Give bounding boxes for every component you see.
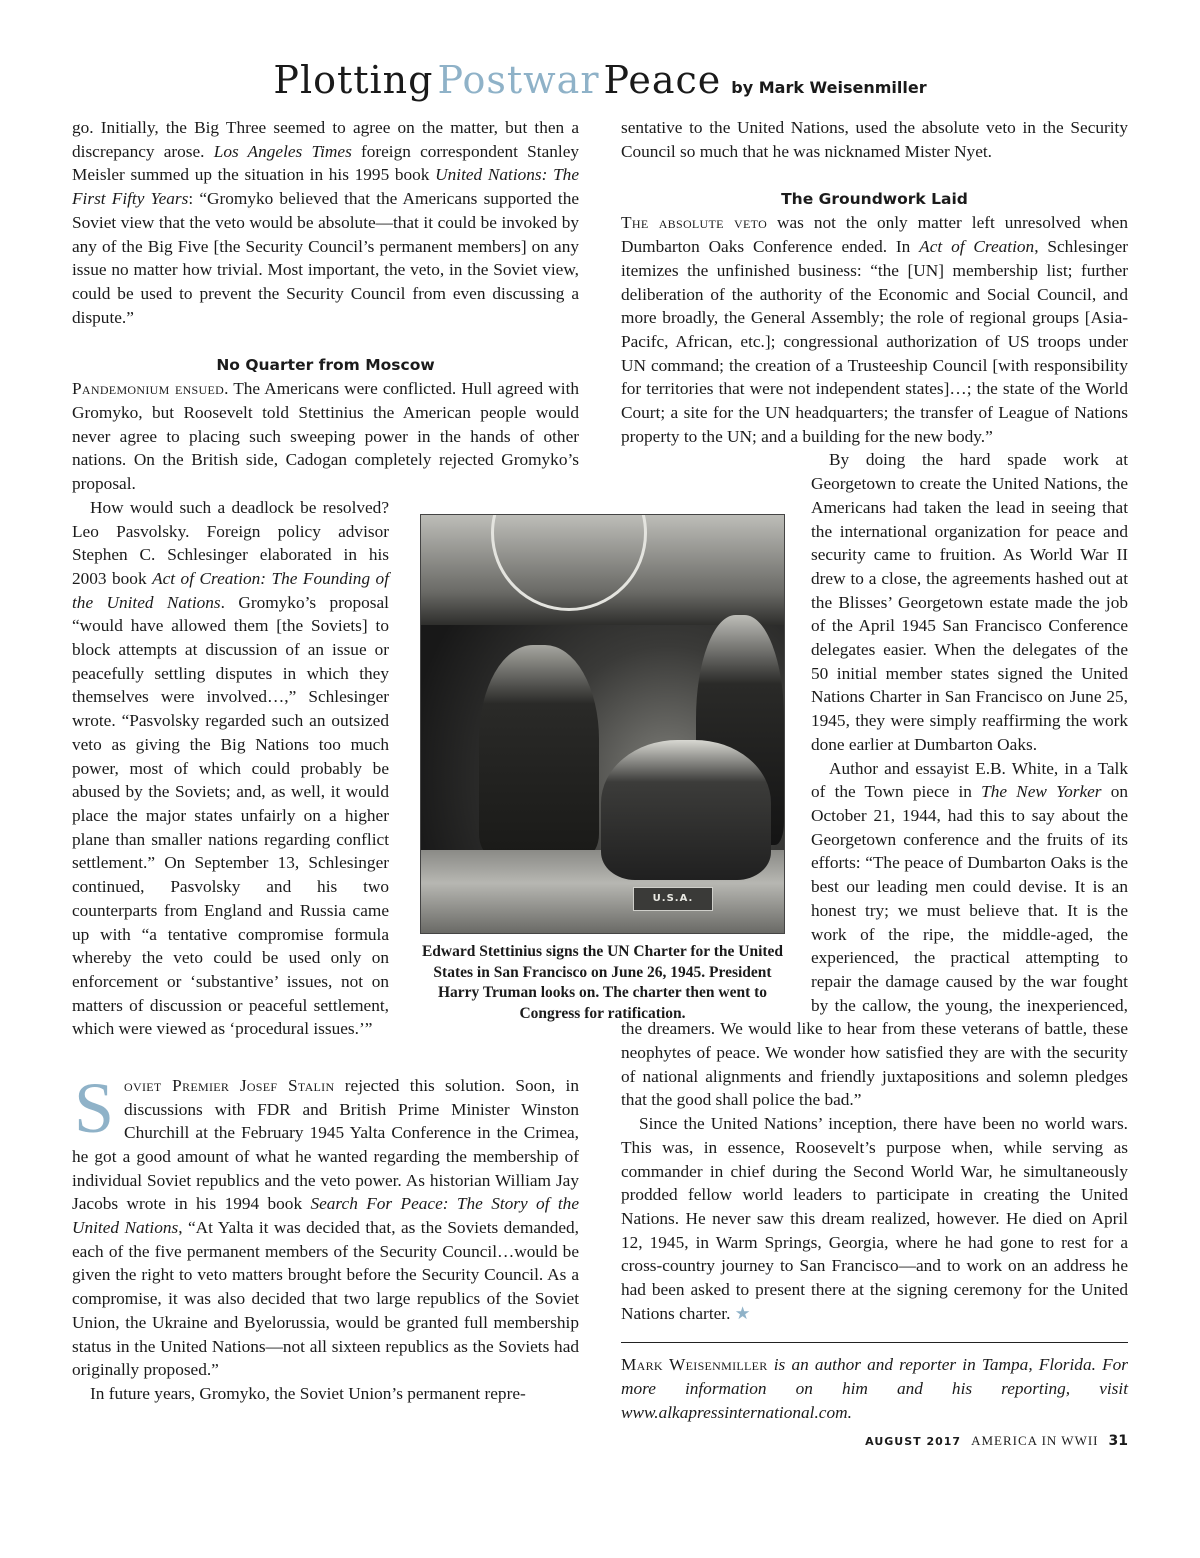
left-paragraph-1: go. Initially, the Big Three seemed to agree on the matter, but then a discrepancy arose. Los Angeles Times foreign correspondent Stanley Meisler summed up the situation in his 1995 book United Nations: The First Fifty Years: “Gromyko believed that the Americans supported the Soviet view that the veto would be absolute—that it could be invoked by any of the Big Five [the Security Council’s permanent members] on any issue no matter how trivial. Most important, the veto, in the Soviet view, could be used to prevent the Security Council from even discussing a dispute.”: [72, 118, 580, 327]
author-bio: Mark Weisenmiller is an author and reporter in Tampa, Florida. For more information on him and his reporting, visit www.alkapressinternational.com.: [621, 1355, 1128, 1422]
left-paragraph-5: In future years, Gromyko, the Soviet Union’s permanent repre-: [90, 1383, 526, 1403]
title-word-peace: Peace: [603, 58, 722, 102]
subhead-groundwork: The Groundwork Laid: [781, 190, 968, 209]
left-paragraph-2: Pandemonium ensued. The Americans were conflicted. Hull agreed with Gromyko, but Roosevelt told Stettinius the American people would never agree to placing such sweeping power in the hands of other nations. On the British side, Cadogan completely rejected Gromyko’s proposal.: [72, 379, 580, 494]
bio-divider: [621, 1342, 1128, 1343]
signing-photo: [420, 514, 785, 934]
article-title: [0, 58, 1200, 108]
byline: by Mark Weisenmiller: [731, 78, 927, 97]
title-word-postwar: Postwar: [437, 58, 600, 102]
issue-date: AUGUST 2017: [865, 1435, 962, 1448]
title-word-plotting: Plotting: [273, 58, 434, 102]
usa-placard: U.S.A.: [633, 887, 713, 911]
page-footer: [865, 1432, 1128, 1450]
right-paragraph-3: By doing the hard spade work at Georgetown to create the United Nations, the Americans had taken the lead in seeing that the international organization for peace and security came to fruition. As World War II drew to a close, the agreements hashed out at the Blisses’ Georgetown estate made the job of the April 1945 San Francisco Conference delegates easier. When the delegates of the 50 initial member states signed the United Nations Charter in San Francisco on June 25, 1945, they were simply reaffirming the work done earlier at Dumbarton Oaks.: [621, 448, 1128, 756]
truman-figure: [479, 645, 599, 855]
magazine-name: AMERICA IN WWII: [971, 1433, 1099, 1448]
left-paragraph-4: Soviet Premier Josef Stalin rejected this solution. Soon, in discussions with FDR and British Prime Minister Winston Churchill at the February 1945 Yalta Conference in the Crimea, he got a good amount of what he wanted regarding the membership of individual Soviet republics and the veto power. As historian William Jay Jacobs wrote in his 1994 book Search For Peace: The Story of the United Nations, “At Yalta it was decided that, as the Soviets demanded, each of the five permanent members of the Security Council…would be given the right to veto matters brought before the Security Council. As a compromise, it was also decided that two large republics of the Soviet Union, the Ukraine and Byelorussia, would be granted full membership status in the United Nations—not all sixteen republics as the Soviets had originally proposed.”: [72, 1067, 579, 1380]
right-paragraph-2: The absolute veto was not the only matter left unresolved when Dumbarton Oaks Conference ended. In Act of Creation, Schlesinger itemizes the unfinished business: “the [UN] membership list; further deliberation of the authority of the Economic and Social Council, and more broadly, the General Assembly; the role of regional groups [Asia-Pacifc, African, etc.]; congressional authorization of US troops under UN command; the creation of a Trusteeship Council [with responsibility for territories that were not independent states]…; the state of the World Court; a site for the UN headquarters; the transfer of League of Nations property to the UN; and a building for the new body.”: [621, 213, 1128, 446]
right-paragraph-4: Author and essayist E.B. White, in a Talk of the Town piece in The New Yorker on October 21, 1944, had this to say about the Georgetown conference and the fruits of its efforts: “The peace of Dumbarton Oaks is the best our leading men could devise. It is an honest try; we must believe that. It is the work of the ripe, the middle-aged, the experienced, the practical attempting to repair the damage caused by the war fought by the callow, the young, the inexperienced, the dreamers. We would like to hear from these veterans of battle, these neophytes of peace. We wonder how satisfied they are with the security of national alignments and friendly juxtapositions and solemn pledges that the good shall police the bad.”: [621, 758, 1128, 1110]
right-paragraph-1: sentative to the United Nations, used the absolute veto in the Security Council so much that he was nicknamed Mister Nyet.: [621, 118, 1128, 161]
right-paragraph-5: Since the United Nations’ inception, there have been no world wars. This was, in essence, Roosevelt’s purpose when, while serving as commander in chief during the Second World War, he simultaneously prodded fellow world leaders to participate in creating the United Nations. He never saw this dream realized, however. He died on April 12, 1945, in Warm Springs, Georgia, where he had gone to rest for a cross-country journey to San Francisco—and to work on an address he had been asked to present there at the signing ceremony for the United Nations charter. ★: [621, 1114, 1128, 1323]
page-number: 31: [1108, 1433, 1128, 1449]
photo-caption: Edward Stettinius signs the UN Charter for the United States in San Francisco on June 26, 1945. President Harry Truman looks on. The charter then went to Congress for ratification.: [421, 943, 784, 1022]
stettinius-figure: [601, 740, 771, 880]
subhead-no-quarter: No Quarter from Moscow: [216, 356, 435, 375]
star-icon: ★: [734, 1303, 751, 1323]
photo-block: [420, 514, 785, 1022]
drop-cap: S: [74, 1067, 115, 1148]
left-paragraph-3: How would such a deadlock be resolved? Leo Pasvolsky. Foreign policy advisor Stephen C. Schlesinger elaborated in his 2003 book Act of Creation: The Founding of the United Nations. Gromyko’s proposal “would have allowed them [the Soviets] to block attempts at discussion of an issue or peacefully settling disputes in which they themselves were involved…,” Schlesinger wrote. “Pasvolsky regarded such an outsized veto as giving the Big Nations too much power, most of which could probably be abused by the Soviets; and, as well, it would place the major states unfairly on a higher plane than smaller nations regarding conflict settlement.” On September 13, Schlesinger continued, Pasvolsky and his two counterparts from England and Russia came up with “a tentative compromise formula whereby the veto could be used only on enforcement or ‘substantive’ issues, not on matters of discussion or peaceful settlement, which were viewed as ‘procedural issues.’”: [72, 497, 389, 1039]
